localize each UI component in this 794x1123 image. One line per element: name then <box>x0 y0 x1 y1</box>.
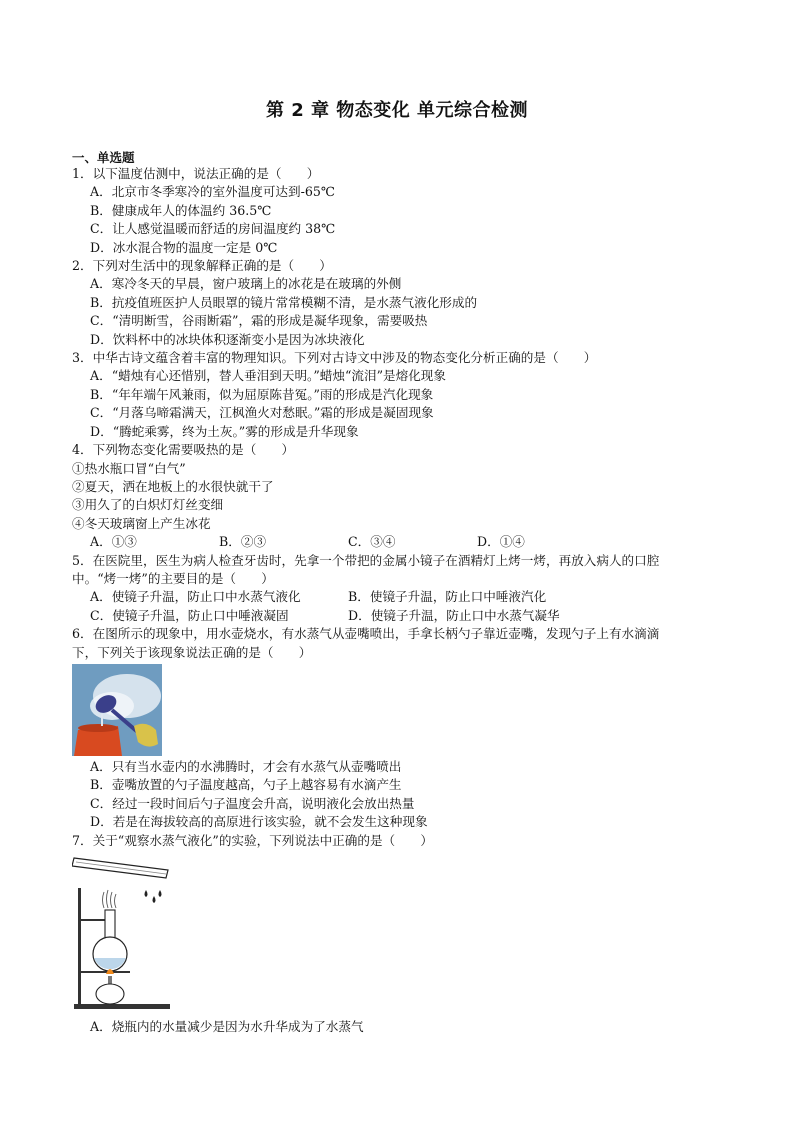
question-1-stem: 1．以下温度估测中，说法正确的是（ ） <box>72 166 320 181</box>
question-4-option-a[interactable]: A．①③ <box>90 534 137 550</box>
question-1-option-c[interactable]: C．让人感觉温暖而舒适的房间温度约 38℃ <box>90 221 336 237</box>
burner-wick <box>108 976 112 984</box>
question-3-option-c[interactable]: C．“月落乌啼霜满天，江枫渔火对愁眠。”霜的形成是凝固现象 <box>90 405 434 421</box>
kettle-spoon-figure <box>72 664 162 756</box>
question-3-option-d[interactable]: D．“腾蛇乘雾，终为土灰。”雾的形成是升华现象 <box>90 423 359 439</box>
question-2-option-c[interactable]: C．“清明断雪，谷雨断霜”，霜的形成是凝华现象，需要吸热 <box>90 313 428 329</box>
question-1-option-b[interactable]: B．健康成年人的体温约 36.5℃ <box>90 202 272 218</box>
question-2-stem: 2．下列对生活中的现象解释正确的是（ ） <box>72 258 332 274</box>
liquefaction-apparatus-figure <box>72 852 172 1016</box>
question-5-option-a[interactable]: A．使镜子升温，防止口中水蒸气液化 <box>90 589 301 605</box>
question-5-option-c[interactable]: C．使镜子升温，防止口中唾液凝固 <box>90 607 289 623</box>
flask-neck <box>105 910 115 940</box>
question-2-option-a[interactable]: A．寒冷冬天的早晨，窗户玻璃上的冰花是在玻璃的外侧 <box>90 276 402 292</box>
question-3-stem: 3．中华古诗文蕴含着丰富的物理知识。下列对古诗文中涉及的物态变化分析正确的是（ ） <box>72 350 597 366</box>
question-4-item-3: ③用久了的白炽灯灯丝变细 <box>72 497 224 513</box>
question-4-options <box>90 533 732 551</box>
question-3-option-a[interactable]: A．“蜡烛有心还惜别，替人垂泪到天明。”蜡烛“流泪”是熔化现象 <box>90 368 446 384</box>
question-5-options-row-1 <box>90 588 732 606</box>
section-heading: 一、单选题 <box>72 150 135 165</box>
question-5-options-row-2 <box>90 607 732 625</box>
question-6-option-a[interactable]: A．只有当水壶内的水沸腾时，才会有水蒸气从壶嘴喷出 <box>90 758 402 774</box>
question-list <box>72 165 732 1036</box>
stand-base <box>74 1004 170 1009</box>
water-droplet <box>159 890 162 897</box>
question-5-option-b[interactable]: B．使镜子升温，防止口中唾液汽化 <box>348 589 547 605</box>
steam-lines <box>103 890 117 908</box>
question-6-option-b[interactable]: B．壶嘴放置的勺子温度越高，勺子上越容易有水滴产生 <box>90 777 402 793</box>
question-7-stem: 7．关于“观察水蒸气液化”的实验，下列说法中正确的是（ ） <box>72 832 433 848</box>
question-4-item-1: ①热水瓶口冒“白气” <box>72 460 186 476</box>
question-4-item-2: ②夏天，洒在地板上的水很快就干了 <box>72 478 274 494</box>
question-5-option-d[interactable]: D．使镜子升温，防止口中水蒸气凝华 <box>348 607 560 623</box>
question-2-option-d[interactable]: D．饮料杯中的冰块体积逐渐变小是因为冰块液化 <box>90 331 365 347</box>
question-6-stem-line-2: 下，下列关于该现象说法正确的是（ ） <box>72 644 312 660</box>
question-1-option-d[interactable]: D．冰水混合物的温度一定是 0℃ <box>90 239 278 255</box>
question-4-option-b[interactable]: B．②③ <box>219 534 267 550</box>
question-4-item-4: ④冬天玻璃窗上产生冰花 <box>72 515 211 531</box>
question-6-stem-line-1: 6．在图所示的现象中，用水壶烧水，有水蒸气从壶嘴喷出，手拿长柄勺子靠近壶嘴，发现勺子上有水滴滴 <box>72 626 660 642</box>
question-5-stem-line-1: 5．在医院里，医生为病人检查牙齿时，先拿一个带把的金属小镜子在酒精灯上烤一烤，再放入病人的口腔 <box>72 552 660 568</box>
alcohol-lamp <box>96 984 124 1004</box>
question-4-option-c[interactable]: C．③④ <box>348 534 396 550</box>
question-2-option-b[interactable]: B．抗疫值班医护人员眼罩的镜片常常模糊不清，是水蒸气液化形成的 <box>90 294 478 310</box>
question-6-option-d[interactable]: D．若是在海拔较高的高原进行该实验，就不会发生这种现象 <box>90 814 428 830</box>
water-droplet <box>153 896 156 903</box>
water-droplet <box>145 890 148 897</box>
question-5-stem-line-2: 中。“烤一烤”的主要目的是（ ） <box>72 570 274 586</box>
kettle-rim <box>78 724 118 732</box>
question-7-option-a[interactable]: A．烧瓶内的水量减少是因为水升华成为了水蒸气 <box>90 1019 364 1034</box>
question-4-stem: 4．下列物态变化需要吸热的是（ ） <box>72 442 295 458</box>
question-6-option-c[interactable]: C．经过一段时间后勺子温度会升高，说明液化会放出热量 <box>90 795 415 811</box>
question-3-option-b[interactable]: B．“年年端午风兼雨，似为屈原陈昔冤。”雨的形成是汽化现象 <box>90 386 434 402</box>
question-1-option-a[interactable]: A．北京市冬季寒冷的室外温度可达到-65℃ <box>90 184 335 200</box>
question-4-option-d[interactable]: D．①④ <box>477 534 525 550</box>
page-title: 第 2 章 物态变化 单元综合检测 <box>265 100 529 121</box>
stand-rod <box>78 888 81 1006</box>
